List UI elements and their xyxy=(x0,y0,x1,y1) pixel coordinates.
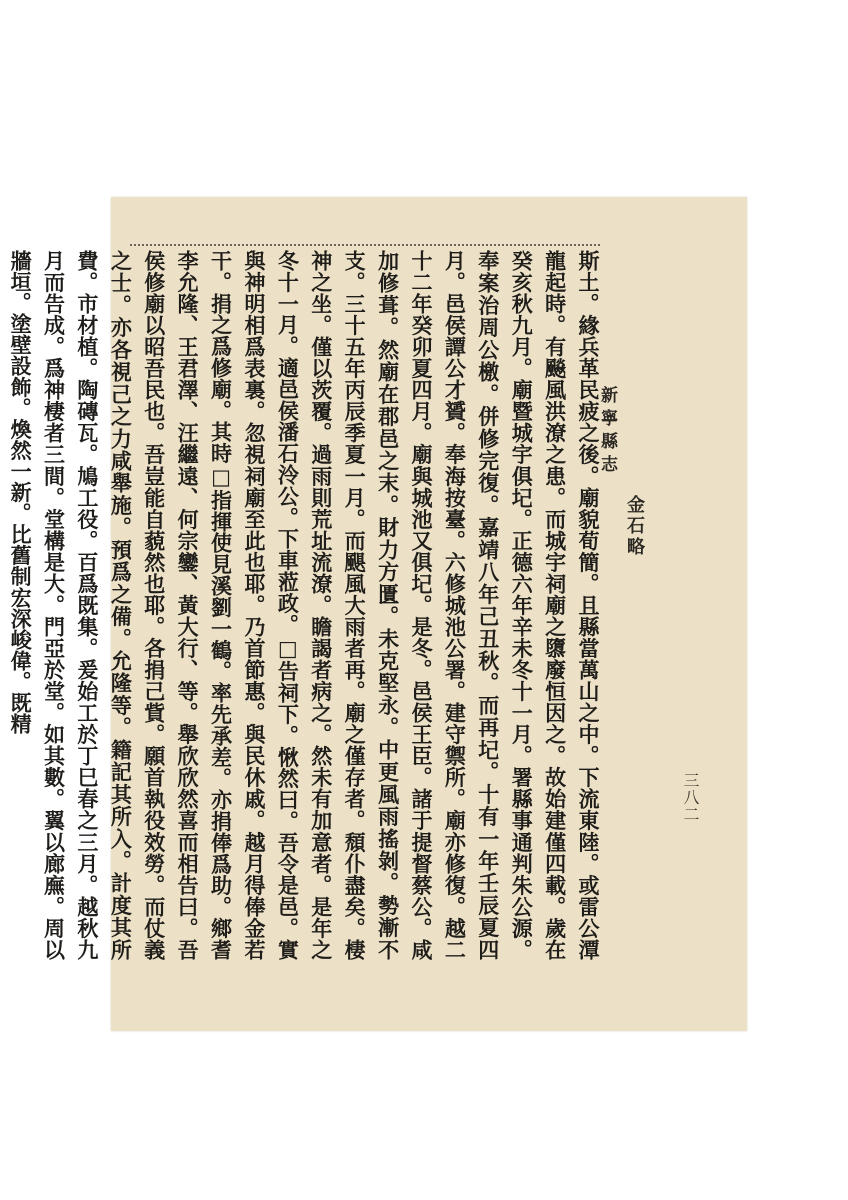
body-text: 斯土。緣兵革民疲之後。廟貌荀簡。且縣當萬山之中。下流東陸。或雷公潭龍起時。有飈風洪潦之患。而城宇祠廟之隳廢恒因之。故始建僅四載。歲在癸亥秋九月。廟暨城宇俱圮。正德六年辛未冬十一月。署縣事通判朱公源。奉案治周公檄。併修完復。嘉靖八年己丑秋。而再圮。十有一年壬辰夏四月。邑侯譚公才贇。奉海按臺。六修城池公署。建守禦所。廟亦修復。越二十二年癸卯夏四月。廟與城池又俱圮。是冬。邑侯王臣。諸于提督蔡公。咸加修葺。然廟在郡邑之末。財力方匱。未克堅永。中更風雨搖剝。勢漸不支。三十五年丙辰季夏一月。而颶風大雨者再。廟之僅存者。頹仆盡矣。棲神之坐。僅以茨覆。過雨則荒址流潦。瞻謁者病之。然未有加意者。是年之冬十一月。適邑侯潘石泠公。下車蒞政。□告祠下。愀然曰。吾令是邑。實與神明相爲表裏。忽視祠廟至此也耶。乃首節惠。與民休戚。越月得俸金若干。捐之爲修廟。其時□指揮使見溪劉一鶴。率先承差。亦捐俸爲助。鄉耆李允隆、王君澤、汪繼遠、何宗鑾、黃大行、等。舉欣欣然喜而相告曰。吾侯修廟以昭吾民也。吾豈能自藐然也耶。各捐己貲。願首執役效勞。而仗義之士。亦各視己之力咸舉施。預爲之備。允隆等。籍記其所入。計度其所費。市材植。陶磚瓦。鳩工役。百爲既集。爰始工於丁巳春之三月。越秋九月而告成。爲神棲者三間。堂構是大。門亞於堂。如其數。翼以廊廡。周以牆垣。塗壁設飾。煥然一新。比舊制宏深峻偉。既精 xyxy=(8,250,601,960)
book-title: 新寧縣志 xyxy=(597,386,617,478)
header-rule xyxy=(130,244,600,246)
section-title: 金石略 xyxy=(624,495,645,558)
page-number: 三八二 xyxy=(681,772,700,823)
